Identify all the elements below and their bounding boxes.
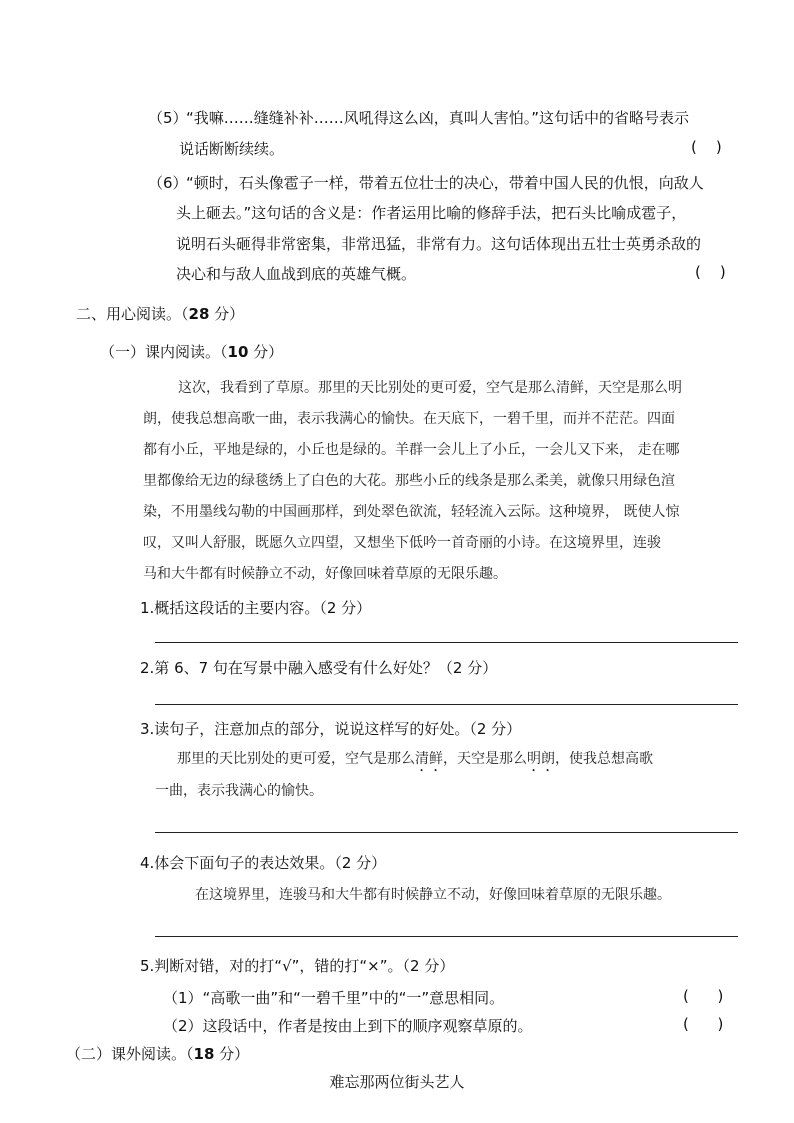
- judge-item-5-number: （5）: [148, 109, 188, 127]
- judge-item-6-number: （6）: [148, 174, 188, 192]
- part-1-heading: （一）课内阅读。（10 分）: [100, 343, 284, 361]
- question-1: 1.概括这段话的主要内容。（2 分）: [140, 599, 372, 617]
- judge-item-6-text-line4: 决心和与敌人血战到底的英雄气概。: [176, 265, 417, 283]
- question-2: 2.第 6、7 句在写景中融入感受有什么好处？（2 分）: [140, 659, 498, 677]
- article-title: 难忘那两位街头艺人: [329, 1073, 465, 1091]
- judge-item-5-text-line2: 说话断断续续。: [179, 140, 285, 158]
- question-4-quote: 在这境界里，连骏马和大牛都有时候静立不动，好像回味着草原的无限乐趣。: [195, 887, 671, 903]
- passage-line-4: 里都像给无边的绿毯绣上了白色的大花。那些小丘的线条是那么柔美，就像只用绿色渲: [143, 473, 675, 489]
- judge-item-6-text-line1: “顿时，石头像雹子一样，带着五位壮士的决心，带着中国人民的仇恨，向敌人: [186, 174, 704, 192]
- judge-item-6-text-line2: 头上砸去。”这句话的含义是：作者运用比喻的修辞手法，把石头比喻成雹子，: [176, 204, 687, 222]
- question-3-answer-line[interactable]: [155, 832, 738, 833]
- question-3-quote-line2: 一曲，表示我满心的愉快。: [155, 783, 323, 799]
- judge-item-5-answer-parens[interactable]: ( ): [691, 138, 722, 156]
- emphasized-text: 清鲜: [415, 751, 443, 767]
- question-4: 4.体会下面句子的表达效果。（2 分）: [140, 854, 387, 872]
- section-2-heading: 二、用心阅读。（28 分）: [76, 305, 245, 323]
- passage-line-3: 都有小丘，平地是绿的，小丘也是绿的。羊群一会儿上了小丘，一会儿又下来， 走在哪: [143, 442, 680, 458]
- passage-line-2: 朗，使我总想高歌一曲，表示我满心的愉快。在天底下，一碧千里，而并不茫茫。四面: [143, 411, 675, 427]
- question-5-item-1-answer-parens[interactable]: ( ): [683, 987, 724, 1005]
- judge-item-6-text-line3: 说明石头砸得非常密集，非常迅猛，非常有力。这句话体现出五壮士英勇杀敌的: [176, 235, 702, 253]
- question-3-quote-line1: 那里的天比别处的更可爱，空气是那么清鲜，天空是那么明朗，使我总想高歌: [177, 751, 653, 767]
- question-1-answer-line[interactable]: [155, 642, 738, 643]
- question-5-item-2-answer-parens[interactable]: ( ): [683, 1015, 724, 1033]
- question-3: 3.读句子，注意加点的部分，说说这样写的好处。（2 分）: [140, 720, 522, 738]
- judge-item-5-text-line1: “我嘛……缝缝补补……风吼得这么凶，真叫人害怕。”这句话中的省略号表示: [186, 109, 690, 127]
- passage-line-5: 染，不用墨线勾勒的中国画那样，到处翠色欲流，轻轻流入云际。这种境界， 既使人惊: [143, 504, 680, 520]
- question-2-answer-line[interactable]: [155, 704, 738, 705]
- passage-line-6: 叹，又叫人舒服，既愿久立四望，又想坐下低吟一首奇丽的小诗。在这境界里，连骏: [143, 535, 661, 551]
- judge-item-6-answer-parens[interactable]: ( ): [695, 263, 726, 281]
- question-4-answer-line[interactable]: [155, 936, 738, 937]
- passage-line-7: 马和大牛都有时候静立不动，好像回味着草原的无限乐趣。: [143, 566, 507, 582]
- passage-line-1: 这次，我看到了草原。那里的天比别处的更可爱，空气是那么清鲜，天空是那么明: [178, 380, 682, 396]
- question-5-item-1: （1）“高歌一曲”和“一碧千里”中的“一”意思相同。: [163, 989, 505, 1007]
- question-5-item-2: （2）这段话中，作者是按由上到下的顺序观察草原的。: [163, 1017, 533, 1035]
- part-2-heading: （二）课外阅读。（18 分）: [66, 1045, 250, 1063]
- question-5: 5.判断对错，对的打“√”，错的打“×”。（2 分）: [140, 957, 455, 975]
- emphasized-text: 明朗: [527, 751, 555, 767]
